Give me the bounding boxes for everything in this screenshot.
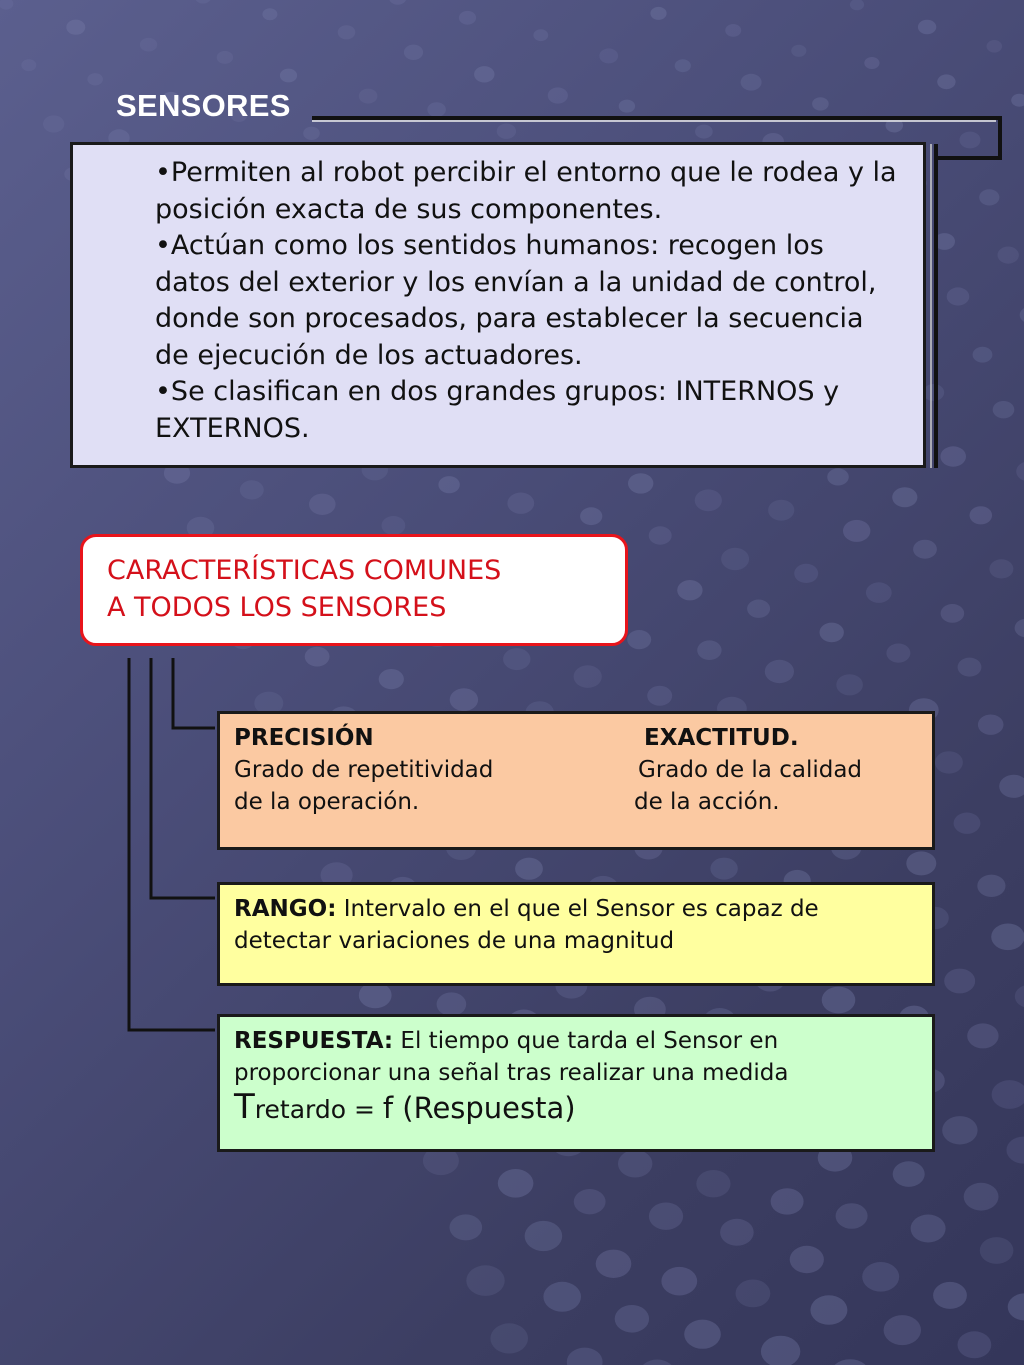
connector-precision xyxy=(173,658,215,728)
exactitud-heading: EXACTITUD. xyxy=(644,725,799,751)
precision-heading: PRECISIÓN xyxy=(234,725,374,751)
rango-box xyxy=(217,882,935,986)
exactitud-line-1: Grado de la calidad xyxy=(638,757,863,783)
formula-subscript: retardo = xyxy=(254,1095,383,1124)
characteristics-line-1: CARACTERÍSTICAS COMUNES xyxy=(107,555,502,586)
exactitud-column xyxy=(634,722,862,818)
formula-initial: T xyxy=(234,1087,255,1127)
connector-rango xyxy=(151,658,215,898)
precision-line-1: Grado de repetitividad xyxy=(234,757,494,783)
page-title: SENSORES xyxy=(116,88,291,123)
rango-label: RANGO: xyxy=(234,896,337,922)
rango-text: Intervalo en el que el Sensor es capaz de detectar variaciones de una magnitud xyxy=(234,896,819,954)
respuesta-label: RESPUESTA: xyxy=(234,1028,394,1054)
formula-function: f (Respuesta) xyxy=(382,1091,576,1125)
respuesta-formula xyxy=(234,1089,918,1128)
exactitud-line-2: de la acción. xyxy=(634,789,780,815)
description-paragraph-1: •Permiten al robot percibir el entorno que le rodea y la posición exacta de sus componentes. xyxy=(155,157,897,225)
precision-column xyxy=(234,722,493,818)
characteristics-line-2: A TODOS LOS SENSORES xyxy=(107,591,447,623)
respuesta-text: El tiempo que tarda el Sensor en proporcionar una señal tras realizar una medida xyxy=(234,1028,789,1086)
description-paragraph-3: •Se clasifican en dos grandes grupos: INTERNOS y EXTERNOS. xyxy=(155,376,840,444)
respuesta-box xyxy=(217,1014,935,1152)
precision-exactitud-box xyxy=(217,711,935,850)
description-paragraph-2: •Actúan como los sentidos humanos: recogen los datos del exterior y los envían a la unidad de control, donde son procesados, para establecer la secuencia de ejecución de los actuadores. xyxy=(155,230,877,371)
sensors-description-box xyxy=(70,142,926,468)
characteristics-heading-box xyxy=(80,534,628,646)
precision-line-2: de la operación. xyxy=(234,789,420,815)
